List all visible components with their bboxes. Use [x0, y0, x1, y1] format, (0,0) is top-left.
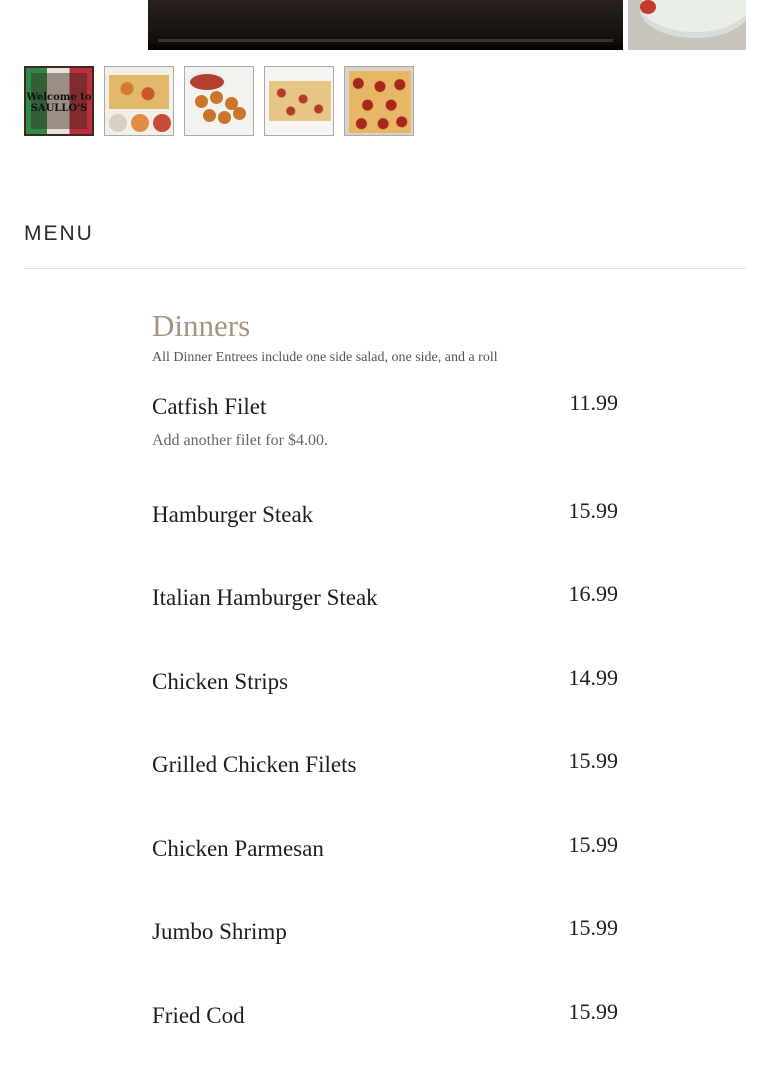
menu-item-name: Catfish Filet — [152, 394, 267, 419]
menu-item-price: 15.99 — [568, 999, 618, 1024]
menu-item-price: 11.99 — [569, 390, 618, 415]
side-bowl — [109, 114, 127, 132]
tomato-slice — [640, 0, 656, 14]
hero-image-main[interactable] — [148, 0, 623, 50]
thumbnail-meatballs[interactable] — [184, 66, 254, 136]
thumbnail-tray-pizza[interactable] — [104, 66, 174, 136]
menu-item-price: 15.99 — [568, 832, 618, 857]
thumbnail-logo[interactable] — [24, 66, 94, 136]
thumbnail-logo-text: Welcome to SAULLO'S — [26, 92, 92, 114]
menu-item-price: 15.99 — [568, 748, 618, 773]
pizza-tray — [109, 75, 169, 109]
menu-item-name: Grilled Chicken Filets — [152, 752, 357, 777]
menu-item-name: Fried Cod — [152, 1003, 245, 1028]
meatball — [233, 107, 246, 120]
divider — [24, 268, 746, 269]
menu-item-chicken-strips — [152, 665, 618, 695]
side-bowl — [153, 114, 171, 132]
menu-item-catfish-filet — [152, 390, 618, 450]
sauce-bowl — [187, 71, 227, 93]
menu-item-name: Hamburger Steak — [152, 502, 314, 527]
side-bowl — [131, 114, 149, 132]
gallery-thumbnails — [24, 66, 414, 136]
thumbnail-pepperoni-pizza[interactable] — [344, 66, 414, 136]
menu-heading: MENU — [24, 222, 94, 245]
menu-item-grilled-chicken-filets — [152, 748, 618, 778]
menu-item-name: Italian Hamburger Steak — [152, 585, 378, 610]
menu-item-name: Chicken Parmesan — [152, 836, 324, 861]
menu-item-name: Jumbo Shrimp — [152, 919, 287, 944]
menu-item-price: 15.99 — [568, 498, 618, 523]
category-description: All Dinner Entrees include one side salad, one side, and a roll — [152, 350, 498, 365]
menu-item-fried-cod — [152, 999, 618, 1029]
menu-item-name: Chicken Strips — [152, 669, 289, 694]
menu-item-price: 15.99 — [568, 915, 618, 940]
menu-item-chicken-parmesan — [152, 832, 618, 862]
menu-item-italian-hamburger-steak — [152, 581, 618, 611]
menu-item-hamburger-steak — [152, 498, 618, 528]
pepperoni-pizza — [349, 71, 411, 133]
menu-item-jumbo-shrimp — [152, 915, 618, 945]
hero-image-next[interactable] — [628, 0, 746, 50]
category-title: Dinners — [152, 308, 251, 343]
menu-item-note: Add another filet for $4.00. — [152, 432, 328, 449]
meatball — [203, 109, 216, 122]
meatball — [218, 111, 231, 124]
menu-item-price: 14.99 — [568, 665, 618, 690]
pizza — [269, 81, 331, 121]
thumbnail-pizza[interactable] — [264, 66, 334, 136]
meatball — [195, 95, 208, 108]
meatball — [210, 91, 223, 104]
menu-item-price: 16.99 — [568, 581, 618, 606]
